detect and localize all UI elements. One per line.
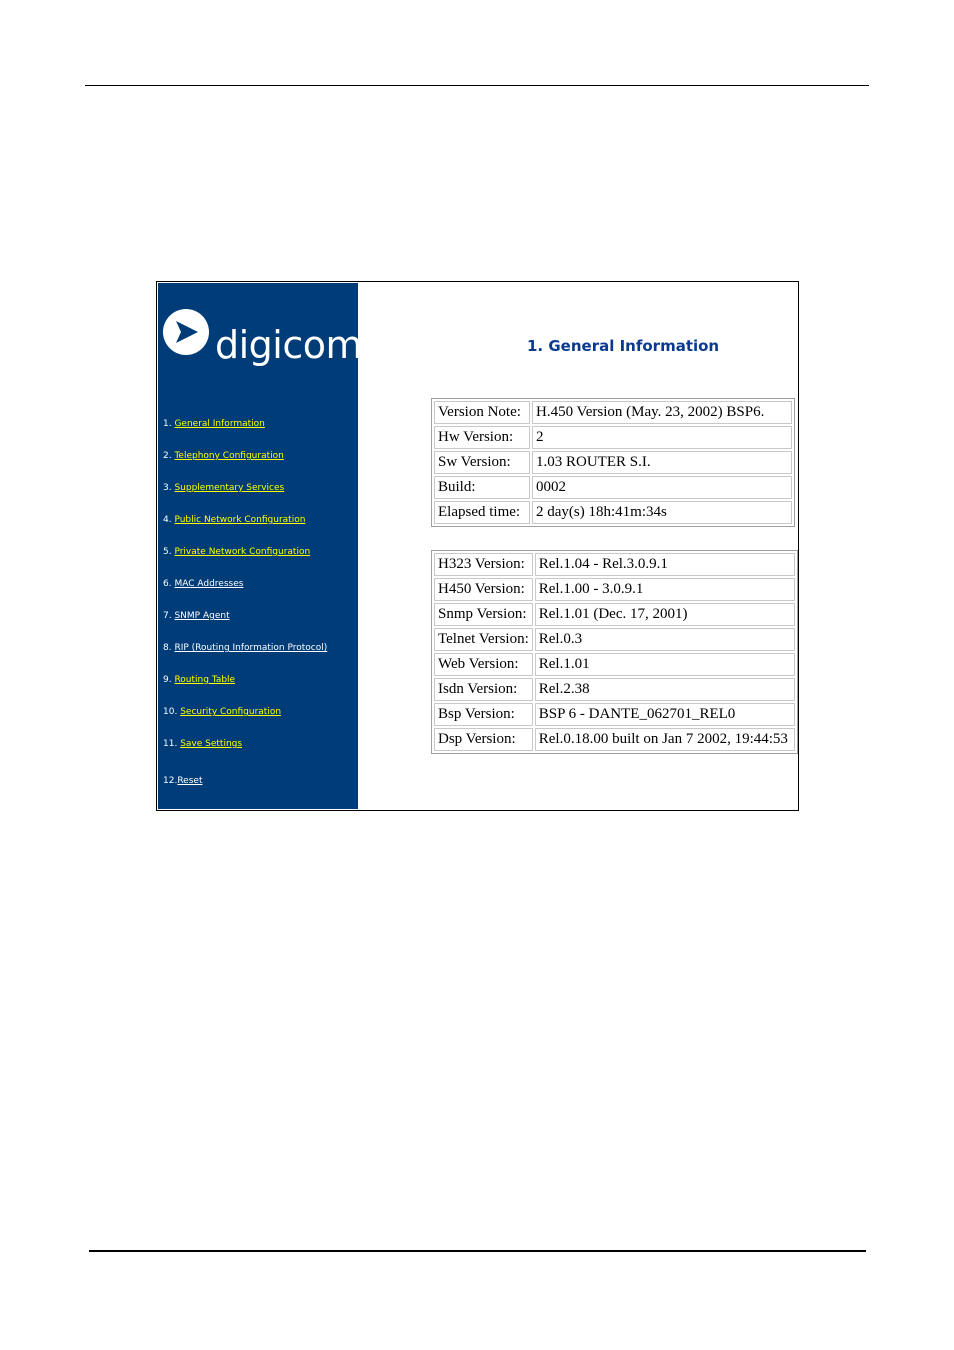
table-row: Hw Version: 2 bbox=[434, 426, 792, 449]
nav-link-snmp-agent[interactable]: SNMP Agent bbox=[174, 611, 230, 621]
nav-link-public-network-configuration[interactable]: Public Network Configuration bbox=[174, 515, 306, 525]
table-row: Telnet Version: Rel.0.3 bbox=[434, 628, 795, 651]
nav-item-public-network-configuration: 4. Public Network Configuration bbox=[163, 515, 306, 525]
nav-item-mac-addresses: 6. MAC Addresses bbox=[163, 579, 244, 589]
table-row: H450 Version: Rel.1.00 - 3.0.9.1 bbox=[434, 578, 795, 601]
nav-item-general-information: 1. General Information bbox=[163, 419, 265, 429]
table-row: Dsp Version: Rel.0.18.00 built on Jan 7 2002, 19:44:53 bbox=[434, 728, 795, 751]
table-row: Isdn Version: Rel.2.38 bbox=[434, 678, 795, 701]
table-row: Version Note: H.450 Version (May. 23, 2002) BSP6. bbox=[434, 401, 792, 424]
nav-link-routing-table[interactable]: Routing Table bbox=[174, 675, 236, 685]
nav-link-supplementary-services[interactable]: Supplementary Services bbox=[174, 483, 285, 493]
nav-link-save-settings[interactable]: Save Settings bbox=[180, 739, 243, 749]
table-row: H323 Version: Rel.1.04 - Rel.3.0.9.1 bbox=[434, 553, 795, 576]
logo-text: digicom bbox=[215, 323, 363, 367]
nav-item-telephony-configuration: 2. Telephony Configuration bbox=[163, 451, 284, 461]
general-info-table bbox=[431, 398, 795, 527]
table-row: Sw Version: 1.03 ROUTER S.I. bbox=[434, 451, 792, 474]
nav-link-general-information[interactable]: General Information bbox=[174, 419, 265, 429]
screenshot-frame bbox=[156, 281, 799, 811]
nav-item-snmp-agent: 7. SNMP Agent bbox=[163, 611, 230, 621]
versions-table bbox=[431, 550, 798, 754]
digicom-logo bbox=[162, 306, 363, 367]
table-row: Snmp Version: Rel.1.01 (Dec. 17, 2001) bbox=[434, 603, 795, 626]
nav-item-rip: 8. RIP (Routing Information Protocol) bbox=[163, 643, 328, 653]
nav-item-private-network-configuration: 5. Private Network Configuration bbox=[163, 547, 311, 557]
top-rule bbox=[85, 85, 869, 86]
nav-item-reset: 12.Reset bbox=[163, 776, 203, 786]
nav-link-private-network-configuration[interactable]: Private Network Configuration bbox=[174, 547, 311, 557]
play-arrow-icon bbox=[162, 308, 210, 356]
nav-item-routing-table: 9. Routing Table bbox=[163, 675, 236, 685]
nav-link-rip[interactable]: RIP (Routing Information Protocol) bbox=[174, 643, 328, 653]
nav-link-mac-addresses[interactable]: MAC Addresses bbox=[174, 579, 244, 589]
bottom-rule bbox=[89, 1250, 866, 1252]
table-row: Build: 0002 bbox=[434, 476, 792, 499]
nav-link-telephony-configuration[interactable]: Telephony Configuration bbox=[174, 451, 284, 461]
table-row: Elapsed time: 2 day(s) 18h:41m:34s bbox=[434, 501, 792, 524]
table-row: Bsp Version: BSP 6 - DANTE_062701_REL0 bbox=[434, 703, 795, 726]
table-row: Web Version: Rel.1.01 bbox=[434, 653, 795, 676]
sidebar bbox=[158, 283, 363, 809]
nav-link-reset[interactable]: Reset bbox=[177, 776, 203, 786]
nav-item-supplementary-services: 3. Supplementary Services bbox=[163, 483, 285, 493]
nav-item-save-settings: 11. Save Settings bbox=[163, 739, 243, 749]
nav-link-security-configuration[interactable]: Security Configuration bbox=[180, 707, 282, 717]
page-title: 1. General Information bbox=[527, 337, 720, 355]
nav-item-security-configuration: 10. Security Configuration bbox=[163, 707, 282, 717]
